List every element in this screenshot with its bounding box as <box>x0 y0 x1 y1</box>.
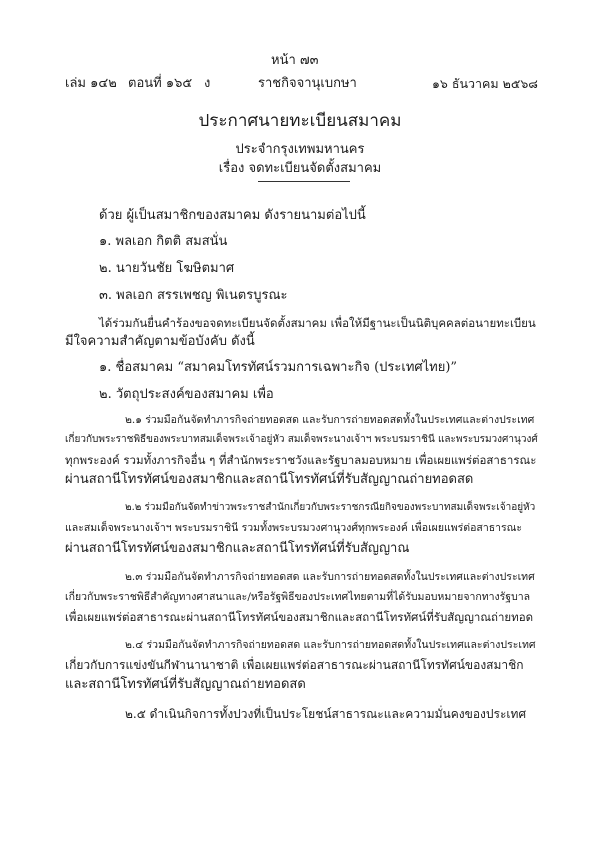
volume-label: เล่ม ๑๔๒ <box>65 76 117 91</box>
objective-line: เกี่ยวกับพระราชพิธีสำคัญทางศาสนาและ/หรือรัฐพิธีของประเทศไทยตามที่ได้รับมอบหมายจากทางรัฐบาล <box>65 591 531 603</box>
section-label: ง <box>204 76 211 91</box>
objective-line: ๒.๑ ร่วมมือกันจัดทำภารกิจถ่ายทอดสด และรับการถ่ายทอดสดทั้งในประเทศและต่างประเทศ <box>125 414 535 426</box>
announcement-title: ประกาศนายทะเบียนสมาคม <box>198 111 402 131</box>
objective-line: เกี่ยวกับการแข่งขันกีฬานานาชาติ เพื่อเผยแพร่ต่อสาธารณะผ่านสถานีโทรทัศน์ของสมาชิก <box>65 658 524 672</box>
objective-line: เพื่อเผยแพร่ต่อสาธารณะผ่านสถานีโทรทัศน์ของสมาชิกและสถานีโทรทัศน์ที่รับสัญญาณถ่ายทอด <box>65 610 534 624</box>
intro-paragraph: ด้วย ผู้เป็นสมาชิกของสมาคม ดังรายนามต่อไปนี้ <box>99 208 366 223</box>
objective-line: ๒.๒ ร่วมมือกันจัดทำข่าวพระราชสำนักเกี่ยวกับพระราชกรณียกิจของพระบาทสมเด็จพระเจ้าอยู่หัว <box>125 502 536 513</box>
objective-line: ๒.๔ ร่วมมือกันจัดทำภารกิจถ่ายทอดสด และรับการถ่ายทอดสดทั้งในประเทศและต่างประเทศ <box>125 639 536 651</box>
clause-objectives: ๒. วัตถุประสงค์ของสมาคม เพื่อ <box>99 387 274 402</box>
objective-line: และสถานีโทรทัศน์ที่รับสัญญาณถ่ายทอดสด <box>65 677 306 692</box>
objective-line: ผ่านสถานีโทรทัศน์ของสมาชิกและสถานีโทรทัศน์ที่รับสัญญาณ <box>65 541 410 556</box>
clause-name: ๑. ชื่อสมาคม “สมาคมโทรทัศน์รวมการเฉพาะกิจ (ประเทศไทย)” <box>99 360 458 375</box>
objective-line: ๒.๓ ร่วมมือกันจัดทำภารกิจถ่ายทอดสด และรับการถ่ายทอดสดทั้งในประเทศและต่างประเทศ <box>125 571 535 583</box>
announcement-subject: เรื่อง จดทะเบียนจัดตั้งสมาคม <box>218 161 382 176</box>
title-divider <box>258 181 350 182</box>
objective-line: เกี่ยวกับพระราชพิธีของพระบาทสมเด็จพระเจ้าอยู่หัว สมเด็จพระนางเจ้าฯ พระบรมราชินี และพระบรมวงศานุวงศ์ <box>65 434 538 445</box>
objective-line: ผ่านสถานีโทรทัศน์ของสมาชิกและสถานีโทรทัศน์ที่รับสัญญาณถ่ายทอดสด <box>65 472 474 487</box>
objective-line: ทุกพระองค์ รวมทั้งภารกิจอื่น ๆ ที่สำนักพระราชวังและรัฐบาลมอบหมาย เพื่อเผยแพร่ต่อสาธารณะ <box>65 453 537 467</box>
page-number: หน้า ๗๓ <box>271 53 319 68</box>
announcement-subtitle: ประจำกรุงเทพมหานคร <box>235 142 365 157</box>
member-item: ๒. นายวันชัย โฆษิตมาศ <box>99 261 235 276</box>
statement-line: ได้ร่วมกันยื่นคำร้องขอจดทะเบียนจัดตั้งสมาคม เพื่อให้มีฐานะเป็นนิติบุคคลต่อนายทะเบียน <box>99 316 536 330</box>
issue-date: ๑๖ ธันวาคม ๒๕๖๘ <box>432 76 538 91</box>
member-item: ๑. พลเอก กิตติ สมสนั่น <box>99 234 228 249</box>
publication-name: ราชกิจจานุเบกษา <box>258 76 357 91</box>
member-item: ๓. พลเอก สรรเพชญ พิเนตรบูรณะ <box>99 288 288 303</box>
objective-line: ๒.๕ ดำเนินกิจการทั้งปวงที่เป็นประโยชน์สาธารณะและความมั่นคงของประเทศ <box>125 707 527 721</box>
issue-label: ตอนที่ ๑๖๕ <box>128 76 193 91</box>
objective-line: และสมเด็จพระนางเจ้าฯ พระบรมราชินี รวมทั้งพระบรมวงศานุวงศ์ทุกพระองค์ เพื่อเผยแพร่ต่อสาธารณะ <box>65 522 523 534</box>
statement-line: มีใจความสำคัญตามข้อบังคับ ดังนี้ <box>65 334 255 349</box>
